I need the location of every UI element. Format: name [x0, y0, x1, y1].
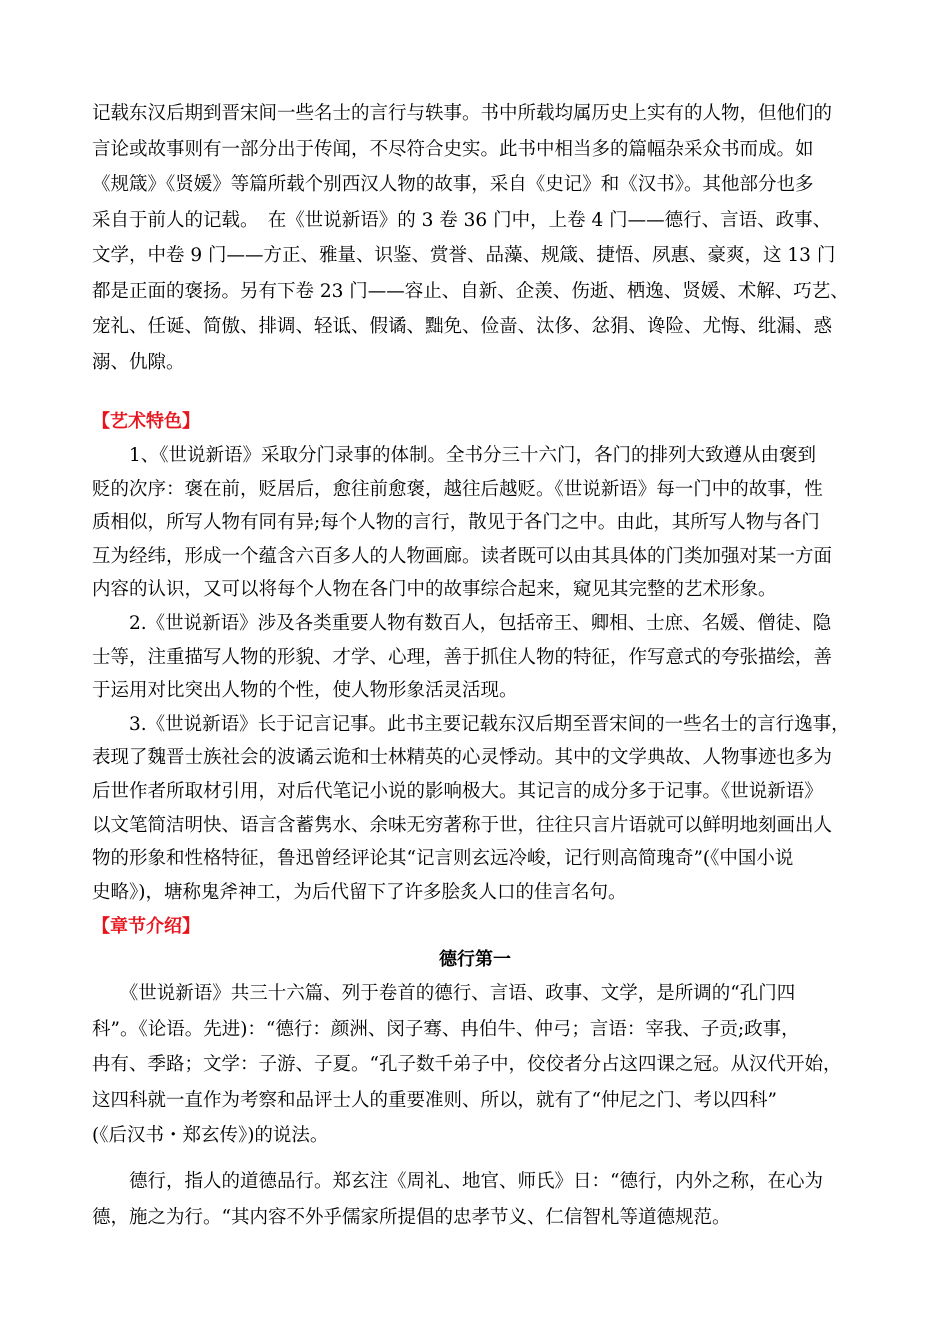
art-line: 表现了魏晋士族社会的波谲云诡和士林精英的心灵悸动。其中的文学典故、人物事迹也多为 [92, 747, 833, 769]
art-line: 贬的次序：褒在前，贬居后，愈往前愈褒，越往后越贬。《世说新语》每一门中的故事，性 [92, 478, 823, 500]
chapter-line: 这四科就一直作为考察和品评士人的重要准则、所以，就有了“仲尼之门、考以四科” [92, 1089, 777, 1111]
chapter-line: 德行，指人的道德品行。郑玄注《周礼、地官、师氏》日：“德行，内外之称，在心为 [92, 1171, 823, 1192]
art-line: 互为经纬，形成一个蕴含六百多人的人物画廊。读者既可以由其具体的门类加强对某一方面 [92, 545, 833, 567]
chapter-line: 《世说新语》共三十六篇、列于卷首的德行、言语、政事、文学，是所调的“孔门四 [92, 983, 796, 1004]
intro-line: 《规箴》《贤媛》等篇所载个别西汉人物的故事，采自《史记》和《汉书》。其他部分也多 [92, 174, 814, 195]
art-line: 内容的认识，又可以将每个人物在各门中的故事综合起来，窥见其完整的艺术形象。 [92, 579, 777, 601]
chapter-line: (《后汉书・郑玄传》)的说法。 [92, 1125, 329, 1146]
art-line: 于运用对比突出人物的个性，使人物形象活灵活现。 [92, 680, 518, 702]
intro-line: 记载东汉后期到晋宋间一些名士的言行与轶事。书中所载均属历史上实有的人物，但他们的 [92, 103, 833, 124]
intro-line: 宠礼、任诞、简傲、排调、轻诋、假谲、黜免、俭啬、汰侈、忿狷、谗险、尤悔、纰漏、惑 [92, 316, 833, 337]
art-line: 质相似，所写人物有同有异;每个人物的言行，散见于各门之中。由此，其所写人物与各门 [92, 512, 820, 534]
intro-paragraph [92, 96, 862, 380]
chapter-line: 冉有、季路；文学：子游、子夏。“孔子数千弟子中，佼佼者分占这四课之冠。从汉代开始， [92, 1054, 842, 1075]
art-line: 2.《世说新语》涉及各类重要人物有数百人，包括帝王、卿相、士庶、名媛、僧徒、隐 [92, 612, 832, 634]
art-line: 1、《世说新语》采取分门录事的体制。全书分三十六门，各门的排列大致遵从由褒到 [92, 445, 817, 466]
art-line: 士等，注重描写人物的形貌、才学、心理，善于抓住人物的特征，作写意式的夸张描绘，善 [92, 646, 833, 668]
art-line: 后世作者所取材引用，对后代笔记小说的影响极大。其记言的成分多于记事。《世说新语》 [92, 780, 823, 802]
art-features-body [92, 439, 862, 909]
art-line: 物的形象和性格特征，鲁迅曾经评论其“记言则玄远冷峻，记行则高简瑰奇”(《中国小说 [92, 848, 794, 870]
intro-line: 言论或故事则有一部分出于传闻，不尽符合史实。此书中相当多的篇幅杂采众书而成。如 [92, 138, 814, 160]
art-line: 以文笔简洁明快、语言含蓄隽水、余味无穷著称于世，往往只言片语就可以鲜明地刻画出人 [92, 814, 833, 836]
chapter-line: 德，施之为行。“其内容不外乎儒家所提倡的忠孝节义、仁信智札等道德规范。 [92, 1206, 731, 1228]
chapter-line: 科”。《论语。先进)：“德行：颜洲、闵子骞、冉伯牛、仲弓；言语：宰我、子贡;政事， [92, 1018, 800, 1040]
chapter-paragraph-2 [92, 1164, 862, 1235]
chapter-title: 德行第一 [439, 949, 511, 970]
art-features-heading: 【艺术特色】 [92, 411, 200, 432]
chapter-paragraph-1 [92, 976, 862, 1154]
intro-line: 都是正面的褒扬。另有下卷 23 门——容止、自新、企羡、伤逝、栖逸、贤媛、术解、巧艺、 [92, 280, 849, 302]
intro-line: 采自于前人的记载。 在《世说新语》的 3 卷 36 门中，上卷 4 门——德行、言语、政事、 [92, 209, 832, 231]
intro-line: 溺、仇隙。 [92, 351, 185, 373]
chapters-heading: 【章节介绍】 [92, 916, 200, 937]
intro-line: 文学，中卷 9 门——方正、雅量、识鉴、赏誉、品藻、规箴、捷悟、夙惠、豪爽，这 13 门 [92, 245, 836, 266]
art-line: 史略》)，塘称鬼斧神工，为后代留下了许多脍炙人口的佳言名句。 [92, 881, 627, 903]
art-line: 3.《世说新语》长于记言记事。此书主要记载东汉后期至晋宋间的一些名士的言行逸事， [92, 713, 850, 735]
